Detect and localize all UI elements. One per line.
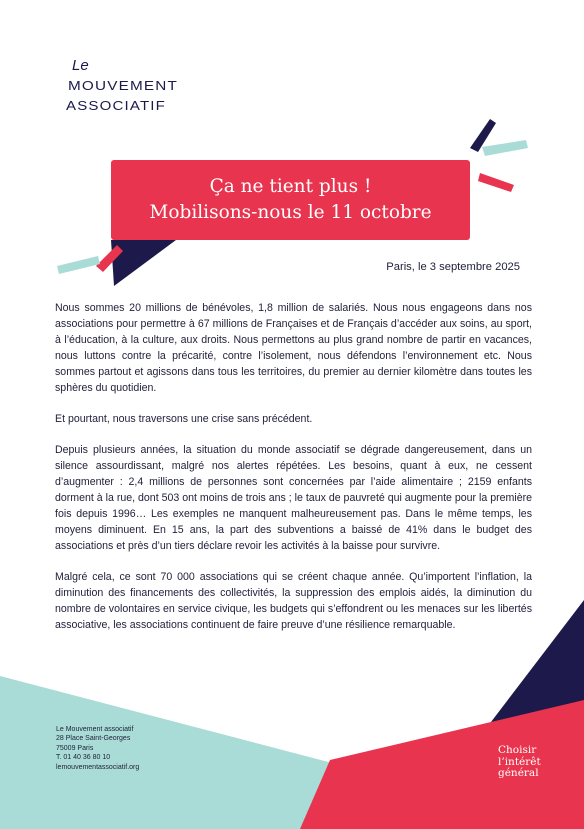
logo-line-1: Le bbox=[72, 57, 89, 74]
logo-mark bbox=[60, 52, 190, 122]
paragraph: Depuis plusieurs années, la situation du monde associatif se dégrade dangereusement, dans un silence assourdissant, malgré nos alertes répétées. Les besoins, quant à eux, ne cessent d’augmenter : 2,4 millions de personnes sont concernées par l’aide alimentaire ; 2159 enfants dorment à la rue, dont 503 ont moins de trois ans ; le taux de pauvreté qui augmente pour la première fois depuis 1996… Les exemples ne manquent malheureusement pas. Dans le même temps, les moyens diminuent. En 15 ans, la part des subventions a baissé de 41% dans le budget des associations et près d’un tiers déclare revoir les activités à la baisse pour survivre. bbox=[55, 444, 533, 552]
website-link[interactable]: lemouvementassociatif.org bbox=[56, 763, 140, 771]
letter-date: Paris, le 3 septembre 2025 bbox=[386, 261, 520, 273]
phone: T. 01 40 36 80 10 bbox=[56, 754, 111, 762]
title-banner bbox=[111, 160, 470, 240]
street-address: 28 Place Saint-Georges bbox=[56, 735, 131, 743]
logo-line-3: Associatif bbox=[66, 98, 166, 113]
paragraph: Et pourtant, nous traversons une crise sans précédent. bbox=[55, 413, 313, 425]
letter-body bbox=[55, 300, 532, 648]
teal-dash-left bbox=[57, 256, 100, 274]
slogan-line-1: Choisir bbox=[498, 744, 537, 756]
city: 75009 Paris bbox=[56, 744, 94, 752]
banner-title-line-1: Ça ne tient plus ! bbox=[209, 176, 372, 197]
banner-title-line-2: Mobilisons-nous le 11 octobre bbox=[149, 202, 432, 223]
slogan bbox=[498, 745, 541, 780]
address-block bbox=[56, 725, 139, 772]
footer-red-shape bbox=[300, 700, 584, 829]
red-dash-right bbox=[478, 173, 514, 192]
logo bbox=[60, 52, 190, 122]
teal-dash-right bbox=[482, 140, 528, 156]
slogan-line-2: l’intérêt bbox=[498, 755, 541, 768]
paragraph: Nous sommes 20 millions de bénévoles, 1,8 million de salariés. Nous nous engageons dans nos associations pour permettre à 67 millions de Françaises et de Français d’accéder aux soins, au sport, à l’éducation, à la culture, aux droits. Nous permettons au plus grand nombre de partir en vacances, nous luttons contre la précarité, contre l’isolement, nous défendons l’environnement etc. Nous sommes partout et agissons dans tous les territoires, du premier au dernier kilomètre dans toutes les sphères du quotidien. bbox=[55, 302, 532, 394]
slogan-line-3: général bbox=[498, 767, 539, 779]
org-name: Le Mouvement associatif bbox=[56, 726, 134, 733]
navy-triangle-left bbox=[111, 240, 176, 286]
paragraph: Malgré cela, ce sont 70 000 associations qui se créent chaque année. Qu’importent l’inflation, la diminution des financements des collectivités, la suppression des emplois aidés, la diminution du nombre de volontaires en service civique, les budgets qui s’effondrent ou les menaces sur les libertés associative, les associations continuent de faire preuve d’une résilience remarquable. bbox=[55, 571, 532, 631]
logo-line-2: Mouvement bbox=[68, 78, 178, 93]
